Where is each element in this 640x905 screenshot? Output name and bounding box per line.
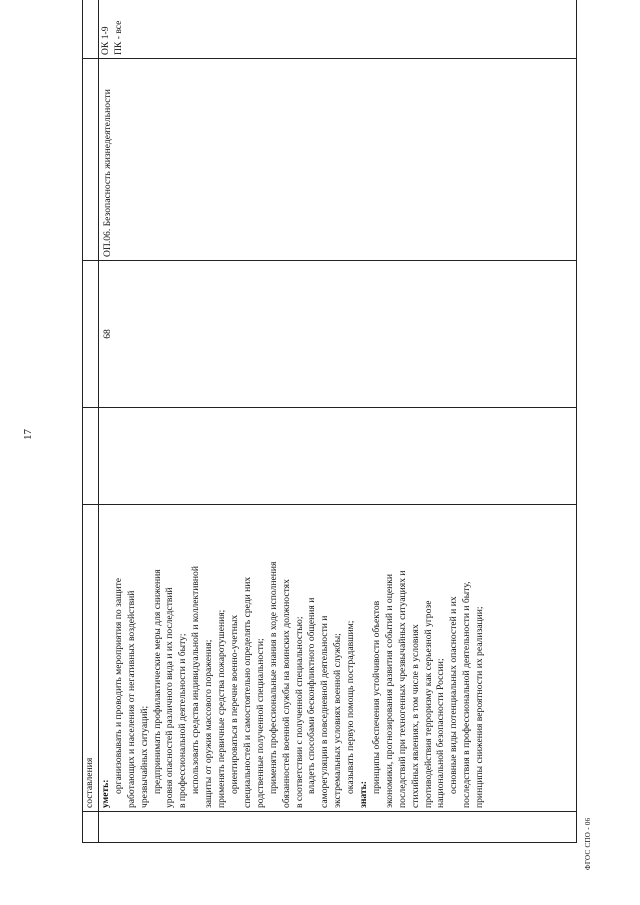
requirement-line: специальностей и самостоятельно определять среди них [241,576,253,808]
umet-label: уметь: [99,779,111,808]
competency-pk: ПК - все [112,20,124,55]
table-cell-empty [83,408,99,505]
requirement-line: чрезвычайных ситуаций; [138,705,150,808]
knowledge-line: национальной безопасности России; [435,658,447,808]
table-cell-empty [83,0,99,59]
hours-cell [98,261,576,408]
knowledge-line: принципы обеспечения устойчивости объектов [370,600,382,794]
competency-ok: ОК 1-9 [99,26,111,55]
hours-value: 68 [101,329,113,339]
requirement-line: использовать средства индивидуальной и коллективной [190,566,202,794]
requirement-line: в соответствии с полученной специальностью; [293,616,305,808]
requirement-line: применять первичные средства пожаротушения; [216,609,228,808]
header-cell-text: составления [83,505,99,812]
knowledge-line: последствий при техногенных чрезвычайных ситуациях и [396,570,408,808]
requirement-line: оказывать первую помощь пострадавшим; [345,620,357,794]
knowledge-line: основные виды потенциальных опасностей и их [448,596,460,794]
table-cell-empty [83,812,99,843]
requirement-line: ориентироваться в перечне военно-учетных [228,614,240,794]
table-cell-empty [98,408,576,505]
page-number: 17 [22,429,34,440]
footer-label: ФГОС СПО - 06 [584,817,592,870]
table-cell-empty [83,261,99,408]
requirement-line: экстремальных условиях военной службы; [332,633,344,808]
requirement-line: в профессиональной деятельности и быту; [177,633,189,808]
requirement-line: родственные полученной специальности; [254,638,266,808]
table-cell-empty [98,812,576,843]
competencies-cell [98,0,576,59]
requirement-line: защиты от оружия массового поражения; [203,639,215,808]
discipline-name: ОП.06. Безопасность жизнедеятельности [101,89,113,257]
knowledge-line: экономики, прогнозирования развития событий и оценки [383,573,395,808]
requirement-line: работающих и населения от негативных воздействий [125,590,137,808]
knowledge-line: принципы снижения вероятности их реализации; [474,606,486,808]
knowledge-line: последствия в профессиональной деятельности и быту, [461,581,473,808]
table-header-row [83,0,99,843]
requirement-line: саморегуляции в повседневной деятельности и [319,615,331,808]
discipline-cell [98,59,576,261]
requirement-line: владеть способами бесконфликтного общения и [306,597,318,794]
knowledge-line: стихийных явлениях, в том числе в условиях [409,624,421,808]
competency-table [82,13,577,843]
requirement-line: предпринимать профилактические меры для снижения [151,569,163,794]
table-row [98,0,576,843]
requirement-line: применять профессиональные знания в ходе исполнения [267,561,279,794]
requirement-line: организовывать и проводить мероприятия по защите [112,577,124,794]
znat-label: знать: [358,781,370,808]
requirement-line: уровня опасностей различного вида и их последствий [164,587,176,808]
table-cell-empty [83,59,99,261]
requirements-cell [98,505,576,812]
knowledge-line: противодействия терроризму как серьезной угрозе [422,600,434,808]
requirement-line: обязанностей военной службы на воинских должностях [280,579,292,808]
